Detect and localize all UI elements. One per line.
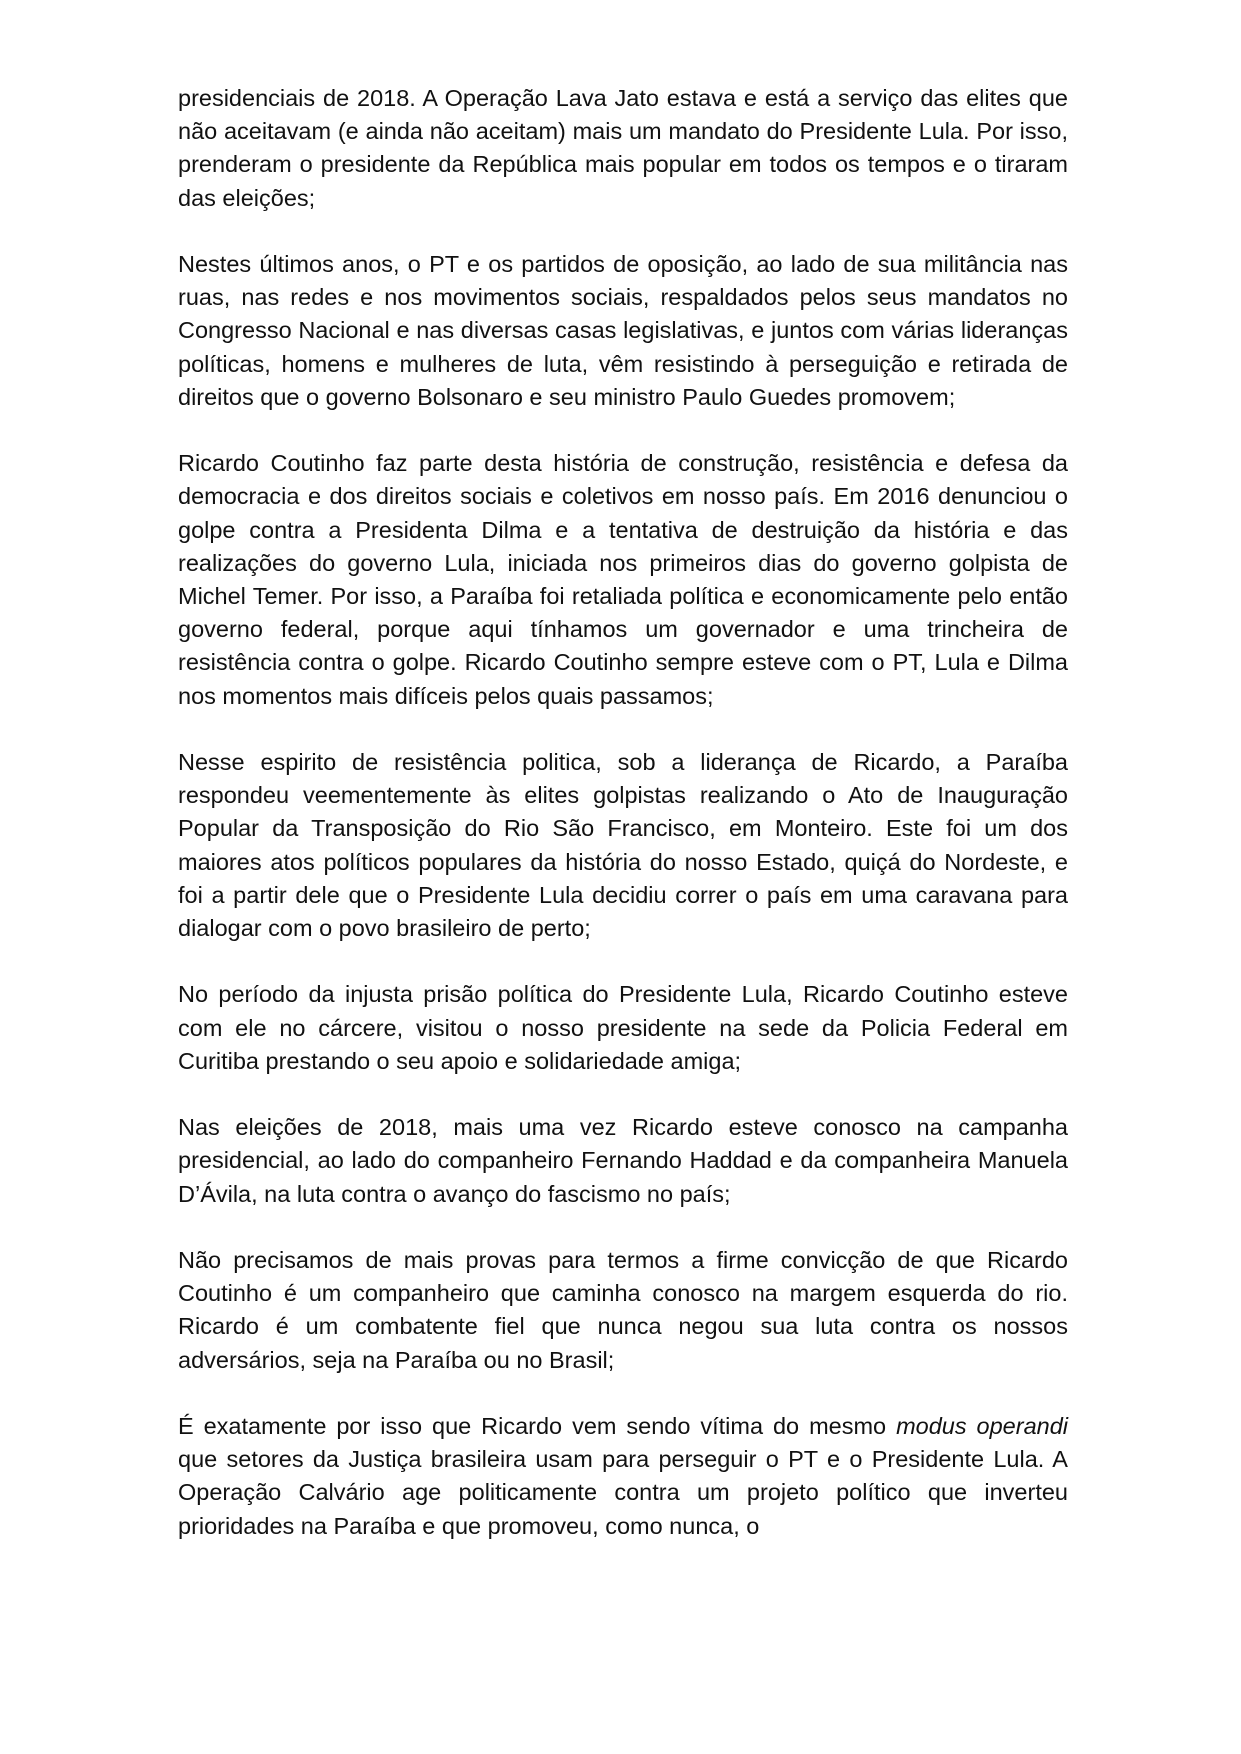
italic-modus-operandi: modus operandi <box>896 1413 1069 1440</box>
paragraph-transposicao: Nesse espirito de resistência politica, sob a liderança de Ricardo, a Paraíba respondeu veementemente às elites golpistas realizando o Ato de Inauguração Popular da Transposição do Rio São Francisco, em Monteiro. Este foi um dos maiores atos políticos populares da história do nosso Estado, quiçá do Nordeste, e foi a partir dele que o Presidente Lula decidiu correr o país em uma caravana para dialogar com o povo brasileiro de perto; <box>178 749 1068 942</box>
paragraph-ricardo-historia: Ricardo Coutinho faz parte desta história de construção, resistência e defesa da democracia e dos direitos sociais e coletivos em nosso país. Em 2016 denunciou o golpe contra a Presidenta Dilma e a tentativa de destruição da história e das realizações do governo Lula, iniciada nos primeiros dias do governo golpista de Michel Temer. Por isso, a Paraíba foi retaliada política e economicamente pelo então governo federal, porque aqui tínhamos um governador e uma trincheira de resistência contra o golpe. Ricardo Coutinho sempre esteve com o PT, Lula e Dilma nos momentos mais difíceis pelos quais passamos; <box>178 450 1068 709</box>
paragraph-resistencia-oposicao: Nestes últimos anos, o PT e os partidos de oposição, ao lado de sua militância nas ruas, nas redes e nos movimentos sociais, respaldados pelos seus mandatos no Congresso Nacional e nas diversas casas legislativas, e juntos com várias lideranças políticas, homens e mulheres de luta, vêm resistindo à perseguição e retirada de direitos que o governo Bolsonaro e seu ministro Paulo Guedes promovem; <box>178 251 1068 410</box>
paragraph-text-start: É exatamente por isso que Ricardo vem sendo vítima do mesmo <box>178 1413 897 1440</box>
paragraph-text-end: que setores da Justiça brasileira usam para perseguir o PT e o Presidente Lula. A Operação Calvário age politicamente contra um projeto político que inverteu prioridades na Paraíba e que promoveu, como nunca, o <box>178 1446 1068 1539</box>
paragraph-operacao-calvario <box>178 1410 1068 1543</box>
paragraph-prisao-lula: No período da injusta prisão política do Presidente Lula, Ricardo Coutinho esteve com ele no cárcere, visitou o nosso presidente na sede da Policia Federal em Curitiba prestando o seu apoio e solidariedade amiga; <box>178 981 1068 1074</box>
paragraph-eleicoes-2018: Nas eleições de 2018, mais uma vez Ricardo esteve conosco na campanha presidencial, ao lado do companheiro Fernando Haddad e da companheira Manuela D’Ávila, na luta contra o avanço do fascismo no país; <box>178 1114 1068 1207</box>
paragraph-lava-jato: presidenciais de 2018. A Operação Lava Jato estava e está a serviço das elites que não aceitavam (e ainda não aceitam) mais um mandato do Presidente Lula. Por isso, prenderam o presidente da República mais popular em todos os tempos e o tiraram das eleições; <box>178 85 1068 211</box>
paragraph-conviccao: Não precisamos de mais provas para termos a firme convicção de que Ricardo Coutinho é um companheiro que caminha conosco na margem esquerda do rio. Ricardo é um combatente fiel que nunca negou sua luta contra os nossos adversários, seja na Paraíba ou no Brasil; <box>178 1247 1068 1373</box>
document-page <box>178 82 1068 1543</box>
